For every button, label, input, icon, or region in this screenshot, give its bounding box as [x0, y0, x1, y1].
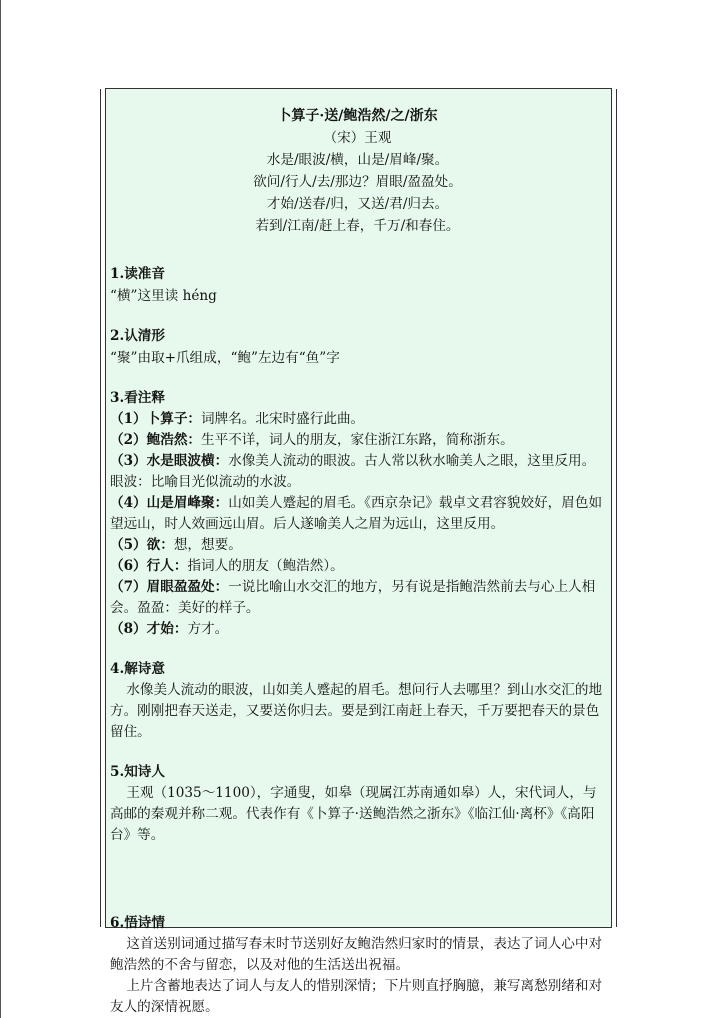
note-term: （2）鲍浩然：: [110, 432, 202, 448]
poem-line: 才始/送春/归，又送/君/归去。: [266, 196, 449, 212]
document-box: [105, 88, 612, 1015]
section-heading-poet: 5.知诗人: [110, 764, 165, 780]
section-heading-sentiment: 6.悟诗情: [110, 915, 165, 931]
note-term: （3）水是眼波横：: [110, 453, 229, 469]
page-left-border: [0, 0, 1, 1018]
sentiment-paragraph: 这首送别词通过描写春末时节送别好友鲍浩然归家时的情景，表达了词人心中对鲍浩然的不舍与留恋，以及对他的生活送出祝福。: [110, 936, 603, 973]
section-heading-meaning: 4.解诗意: [110, 661, 165, 677]
note-item: [110, 430, 605, 451]
poem-block: [110, 105, 605, 237]
poem-line: 若到/江南/赶上春，千万/和春住。: [255, 218, 460, 234]
note-desc: 一说比喻山水交汇的地方，另有说是指鲍浩然前去与心上人相会。盈盈：美好的样子。: [110, 579, 596, 616]
notes-section: [110, 387, 605, 640]
section-heading-notes: 3.看注释: [110, 390, 165, 406]
box-left-rule: [100, 89, 101, 927]
note-item: [110, 577, 605, 619]
note-item: [110, 535, 605, 556]
note-term: （7）眉眼盈盈处：: [110, 579, 229, 595]
section-heading-pronunciation: 1.读准音: [110, 266, 165, 282]
note-desc: 词牌名。北宋时盛行此曲。: [201, 411, 365, 427]
poem-title: 卜算子·送/鲍浩然/之/浙东: [277, 108, 438, 124]
note-item: [110, 409, 605, 430]
note-desc: 山如美人蹙起的眉毛。《西京杂记》载卓文君容貌姣好，眉色如望远山，时人效画远山眉。后人遂喻美人之眉为远山，这里反用。: [110, 495, 603, 532]
poem-author: （宋）王观: [323, 130, 392, 146]
spacer: [110, 846, 605, 894]
characters-text: “聚”由取+爪组成，“鲍”左边有“鱼”字: [110, 350, 340, 366]
note-desc: 生平不详，词人的朋友，家住浙江东路，简称浙东。: [201, 432, 514, 448]
section-heading-characters: 2.认清形: [110, 328, 165, 344]
note-term: （6）行人：: [110, 558, 188, 574]
note-term: （1）卜算子：: [110, 411, 202, 427]
note-desc: 方才。: [187, 621, 229, 637]
note-term: （4）山是眉峰聚：: [110, 495, 229, 511]
note-item: [110, 493, 605, 535]
note-term: （8）才始：: [110, 621, 188, 637]
poem-line: 欲问/行人/去/那边？眉眼/盈盈处。: [253, 174, 462, 190]
poem-line: 水是/眼波/横，山是/眉峰/聚。: [266, 152, 449, 168]
note-desc: 水像美人流动的眼波。古人常以秋水喻美人之眼，这里反用。眼波：比喻目光似流动的水波。: [110, 453, 596, 490]
note-desc: 想，想要。: [173, 537, 242, 553]
pronunciation-text: “横”这里读 héng: [110, 288, 217, 304]
note-item: [110, 556, 605, 577]
note-term: （5）欲：: [110, 537, 174, 553]
sentiment-paragraph: 上片含蓄地表达了词人与友人的惜别深情；下片则直抒胸臆，兼写离愁别绪和对友人的深情祝愿。: [110, 978, 603, 1015]
poet-text: 王观（1035～1100），字通叟，如皋（现属江苏南通如皋）人，宋代词人，与高邮的秦观并称二观。代表作有《卜算子·送鲍浩然之浙东》《临江仙·离杯》《高阳台》等。: [110, 785, 597, 843]
note-item: [110, 619, 605, 640]
box-right-rule: [616, 89, 617, 927]
note-item: [110, 451, 605, 493]
document-content: [106, 89, 611, 1015]
note-desc: 指词人的朋友（鲍浩然）。: [187, 558, 344, 574]
meaning-text: 水像美人流动的眼波，山如美人蹙起的眉毛。想问行人去哪里？到山水交汇的地方。刚刚把春天送走，又要送你归去。要是到江南赶上春天，千万要把春天的景色留住。: [110, 682, 603, 740]
